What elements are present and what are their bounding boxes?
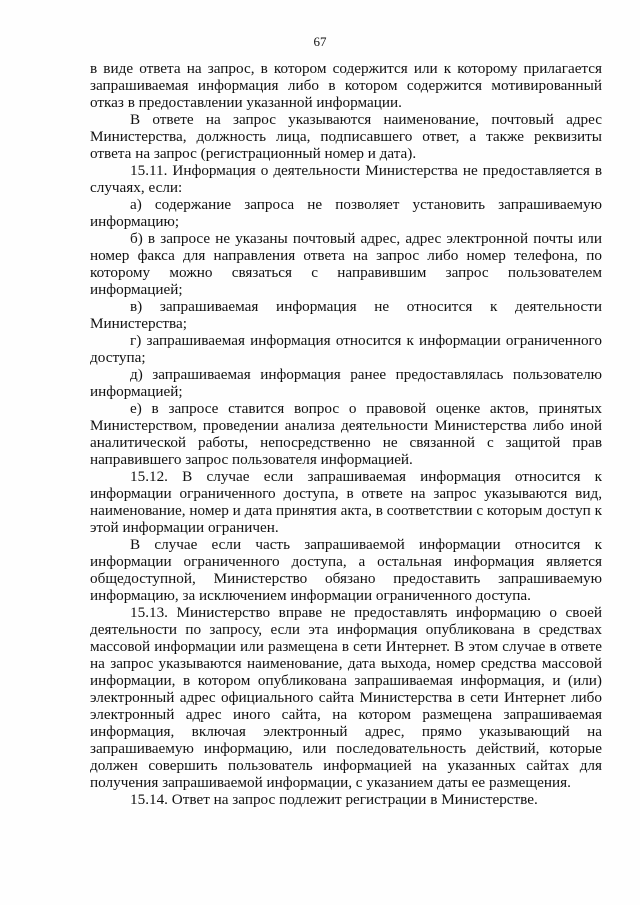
- list-item-e: е) в запросе ставится вопрос о правовой оценке актов, принятых Министерством, проведении анализа деятельности Министерства либо иной аналитической работы, непосредственно не связанной с защитой прав направившего запрос пользователя информацией.: [90, 400, 602, 468]
- list-item-a: а) содержание запроса не позволяет установить запрашиваемую информацию;: [90, 196, 602, 230]
- paragraph-15-12: 15.12. В случае если запрашиваемая информация относится к информации ограниченного доступа, в ответе на запрос указываются вид, наименование, номер и дата принятия акта, в соответствии с которым доступ к этой информации ограничен.: [90, 468, 602, 536]
- paragraph-15-11: 15.11. Информация о деятельности Министерства не предоставляется в случаях, если:: [90, 162, 602, 196]
- list-item-b: б) в запросе не указаны почтовый адрес, адрес электронной почты или номер факса для направления ответа на запрос либо номер телефона, по которому можно связаться с направившим запрос пользователем информацией;: [90, 230, 602, 298]
- list-item-d: д) запрашиваемая информация ранее предоставлялась пользователю информацией;: [90, 366, 602, 400]
- paragraph-response-requisites: В ответе на запрос указываются наименование, почтовый адрес Министерства, должность лица, подписавшего ответ, а также реквизиты ответа на запрос (регистрационный номер и дата).: [90, 111, 602, 162]
- paragraph-partial-restricted: В случае если часть запрашиваемой информации относится к информации ограниченного доступа, а остальная информация является общедоступной, Министерство обязано предоставить запрашиваемую информацию, за исключением информации ограниченного доступа.: [90, 536, 602, 604]
- document-body: [90, 60, 602, 808]
- page-number: 67: [313, 34, 327, 49]
- paragraph-continuation: в виде ответа на запрос, в котором содержится или к которому прилагается запрашиваемая информация либо в котором содержится мотивированный отказ в предоставлении указанной информации.: [90, 60, 602, 111]
- list-item-g: г) запрашиваемая информация относится к информации ограниченного доступа;: [90, 332, 602, 366]
- paragraph-15-13: 15.13. Министерство вправе не предоставлять информацию о своей деятельности по запросу, если эта информация опубликована в средствах массовой информации или размещена в сети Интернет. В этом случае в ответе на запрос указываются наименование, дата выхода, номер средства массовой информации, в котором опубликована запрашиваемая информация, и (или) электронный адрес официального сайта Министерства в сети Интернет либо электронный адрес иного сайта, на котором размещена запрашиваемая информация, включая электронный адрес, прямо указывающий на запрашиваемую информацию, или последовательность действий, которые должен совершить пользователь информацией на указанных сайтах для получения запрашиваемой информации, с указанием даты ее размещения.: [90, 604, 602, 791]
- list-item-v: в) запрашиваемая информация не относится к деятельности Министерства;: [90, 298, 602, 332]
- paragraph-15-14: 15.14. Ответ на запрос подлежит регистрации в Министерстве.: [130, 791, 538, 808]
